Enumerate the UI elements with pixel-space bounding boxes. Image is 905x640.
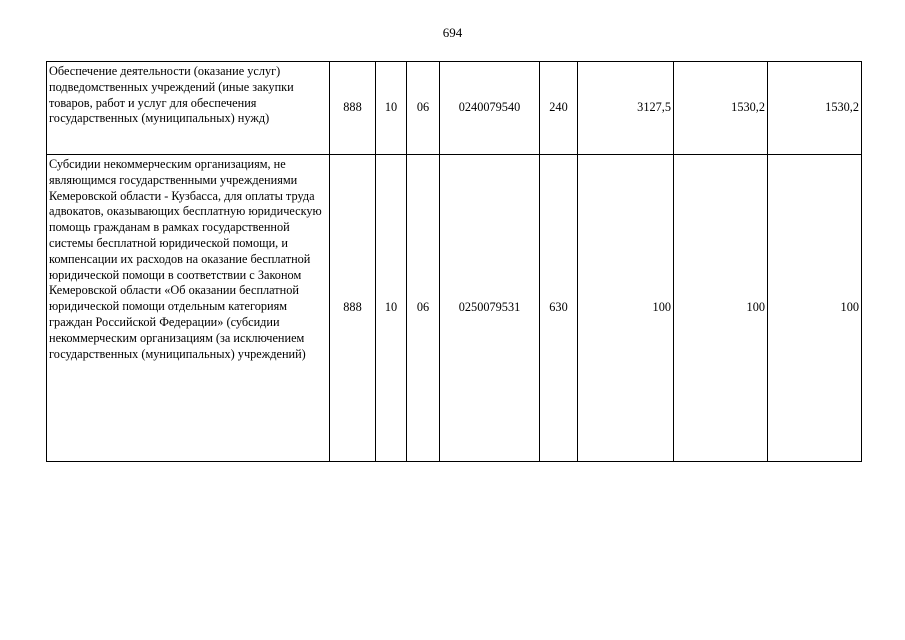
amount-2-cell: 100	[674, 155, 768, 462]
expense-description: Субсидии некоммерческим организациям, не являющимся государственными учреждениями Кемеровской области - Кузбасса, для оплаты труда адвокатов, оказывающих бесплатную юридическую помощь гражданам в рамках государственной системы бесплатной юридической помощи, и компенсации их расходов на оказание бесплатной юридической помощи в соответствии с Законом Кемеровской области «Об оказании бесплатной юридической помощи отдельным категориям граждан Российской Федерации» (субсидии некоммерческим организациям (за исключением государственных (муниципальных) учреждений)	[47, 155, 330, 462]
subsection-cell: 06	[407, 62, 440, 155]
target-item-cell: 0250079531	[440, 155, 540, 462]
expense-description: Обеспечение деятельности (оказание услуг) подведомственных учреждений (иные закупки товаров, работ и услуг для обеспечения государственных (муниципальных) нужд)	[47, 62, 330, 155]
page-number: 694	[442, 25, 463, 40]
table-row	[47, 62, 862, 155]
amount-2-cell: 1530,2	[674, 62, 768, 155]
ministry-code-cell: 888	[330, 62, 376, 155]
subsection-cell: 06	[407, 155, 440, 462]
amount-3-cell: 100	[768, 155, 862, 462]
target-item-cell: 0240079540	[440, 62, 540, 155]
amount-1-cell: 3127,5	[578, 62, 674, 155]
section-cell: 10	[376, 62, 407, 155]
amount-3-cell: 1530,2	[768, 62, 862, 155]
table-row	[47, 155, 862, 462]
amount-1-cell: 100	[578, 155, 674, 462]
budget-table	[46, 61, 862, 462]
expense-type-cell: 240	[540, 62, 578, 155]
section-cell: 10	[376, 155, 407, 462]
ministry-code-cell: 888	[330, 155, 376, 462]
expense-type-cell: 630	[540, 155, 578, 462]
